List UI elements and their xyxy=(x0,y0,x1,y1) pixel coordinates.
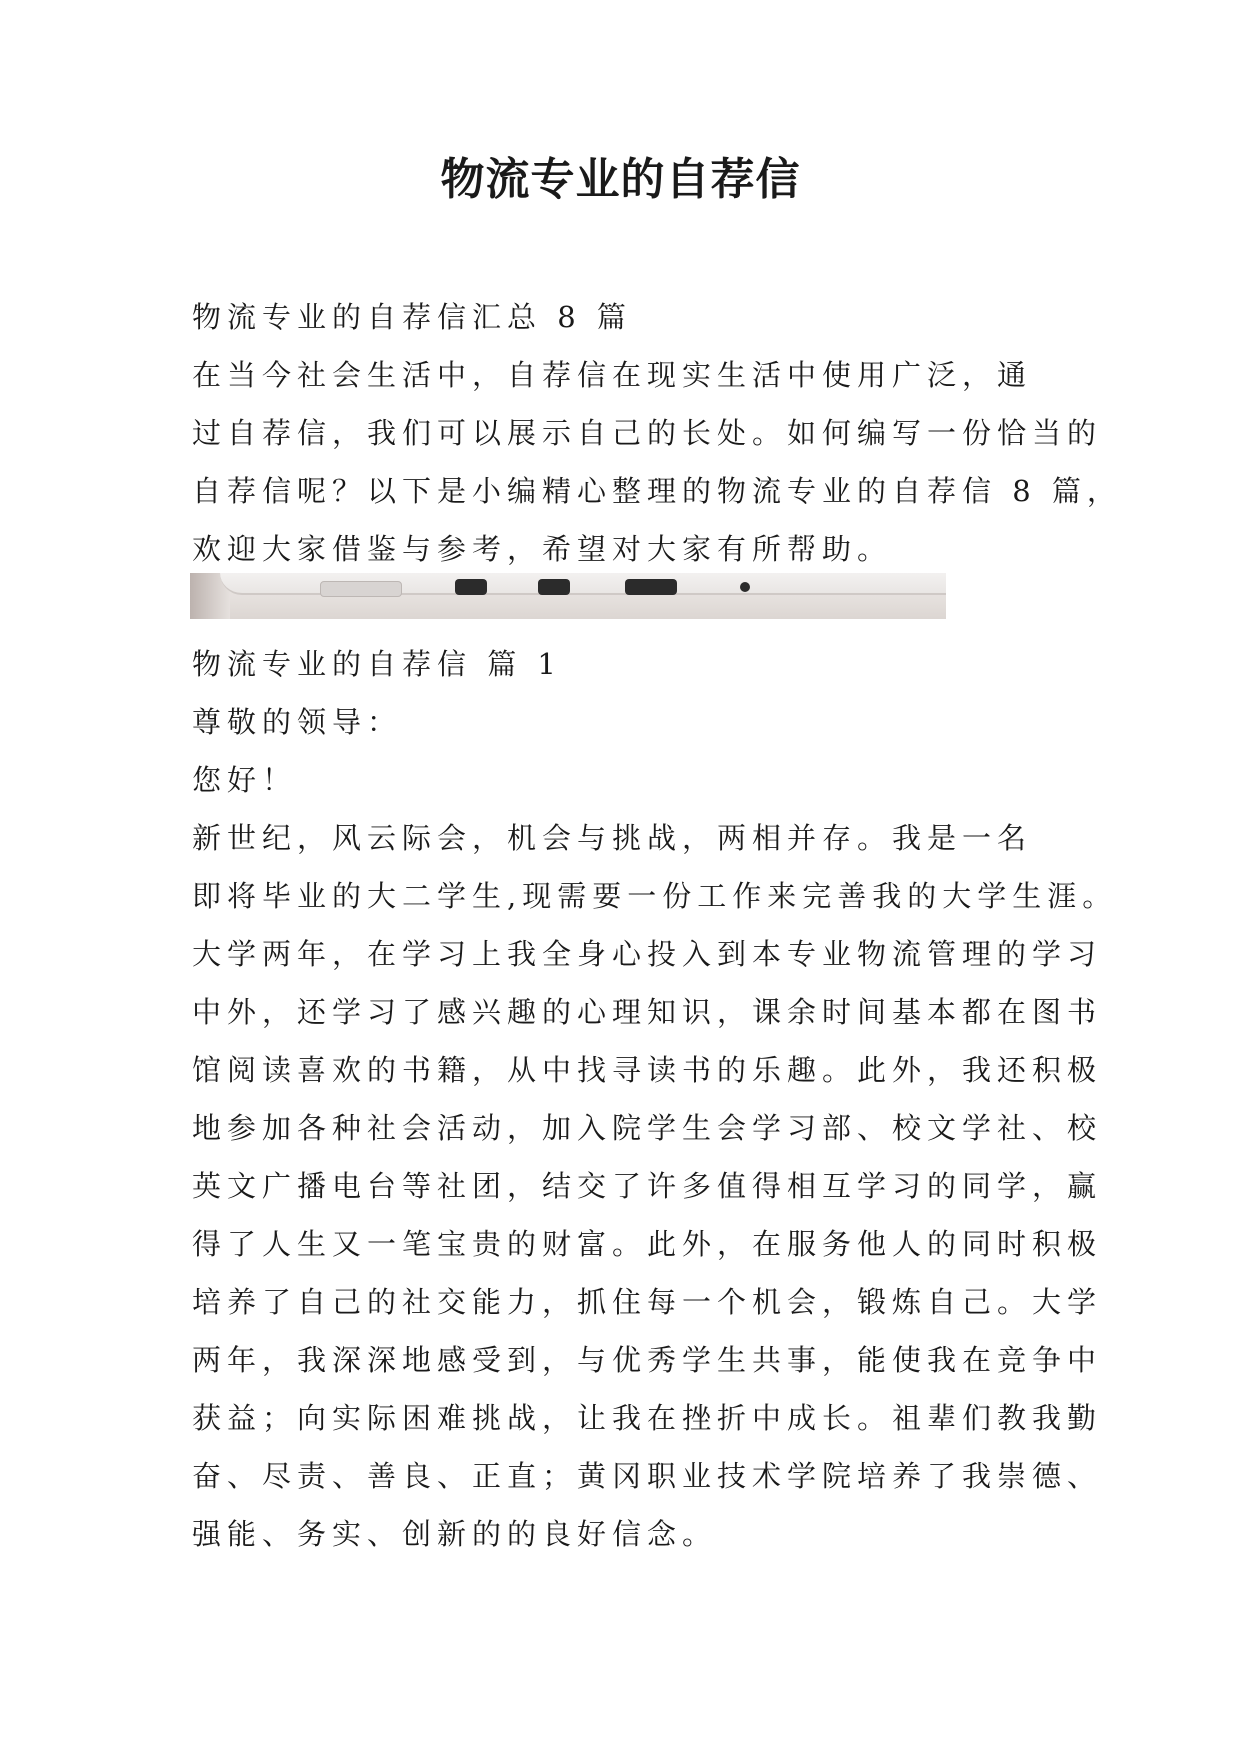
greeting-line: 您好！ xyxy=(192,763,298,797)
body-line: 获益；向实际困难挑战，让我在挫折中成长。祖辈们教我勤 xyxy=(192,1401,1103,1435)
body-line: 即将毕业的大二学生,现需要一份工作来完善我的大学生涯。 xyxy=(192,879,1118,913)
page-title: 物流专业的自荐信 xyxy=(440,154,801,205)
port-icon xyxy=(538,579,570,595)
body-line: 得了人生又一笔宝贵的财富。此外，在服务他人的同时积极 xyxy=(192,1227,1103,1261)
audio-jack-icon xyxy=(740,582,750,592)
port-icon xyxy=(320,581,402,597)
subtitle-line: 物流专业的自荐信汇总 8 篇 xyxy=(192,300,632,334)
body-line: 地参加各种社会活动，加入院学生会学习部、校文学社、校 xyxy=(192,1111,1103,1145)
section-heading: 物流专业的自荐信 篇 1 xyxy=(192,647,562,681)
intro-line: 自荐信呢？以下是小编精心整理的物流专业的自荐信 8 篇， xyxy=(192,474,1122,508)
body-line: 馆阅读喜欢的书籍，从中找寻读书的乐趣。此外，我还积极 xyxy=(192,1053,1103,1087)
usb-port-icon xyxy=(625,579,677,595)
port-icon xyxy=(455,579,487,595)
intro-line: 在当今社会生活中，自荐信在现实生活中使用广泛，通 xyxy=(192,358,1033,392)
intro-line: 过自荐信，我们可以展示自己的长处。如何编写一份恰当的 xyxy=(192,416,1103,450)
body-line: 培养了自己的社交能力，抓住每一个机会，锻炼自己。大学 xyxy=(192,1285,1103,1319)
body-line: 中外，还学习了感兴趣的心理知识，课余时间基本都在图书 xyxy=(192,995,1103,1029)
body-line: 英文广播电台等社团，结交了许多值得相互学习的同学，赢 xyxy=(192,1169,1103,1203)
body-line: 奋、尽责、善良、正直；黄冈职业技术学院培养了我崇德、 xyxy=(192,1459,1103,1493)
body-line: 两年，我深深地感受到，与优秀学生共事，能使我在竞争中 xyxy=(192,1343,1103,1377)
intro-line: 欢迎大家借鉴与参考，希望对大家有所帮助。 xyxy=(192,532,893,566)
laptop-ports-photo xyxy=(190,573,946,619)
body-line: 新世纪，风云际会，机会与挑战，两相并存。我是一名 xyxy=(192,821,1033,855)
body-line: 强能、务实、创新的的良好信念。 xyxy=(192,1517,718,1551)
salutation-line: 尊敬的领导： xyxy=(192,705,403,739)
body-line: 大学两年，在学习上我全身心投入到本专业物流管理的学习 xyxy=(192,937,1103,971)
